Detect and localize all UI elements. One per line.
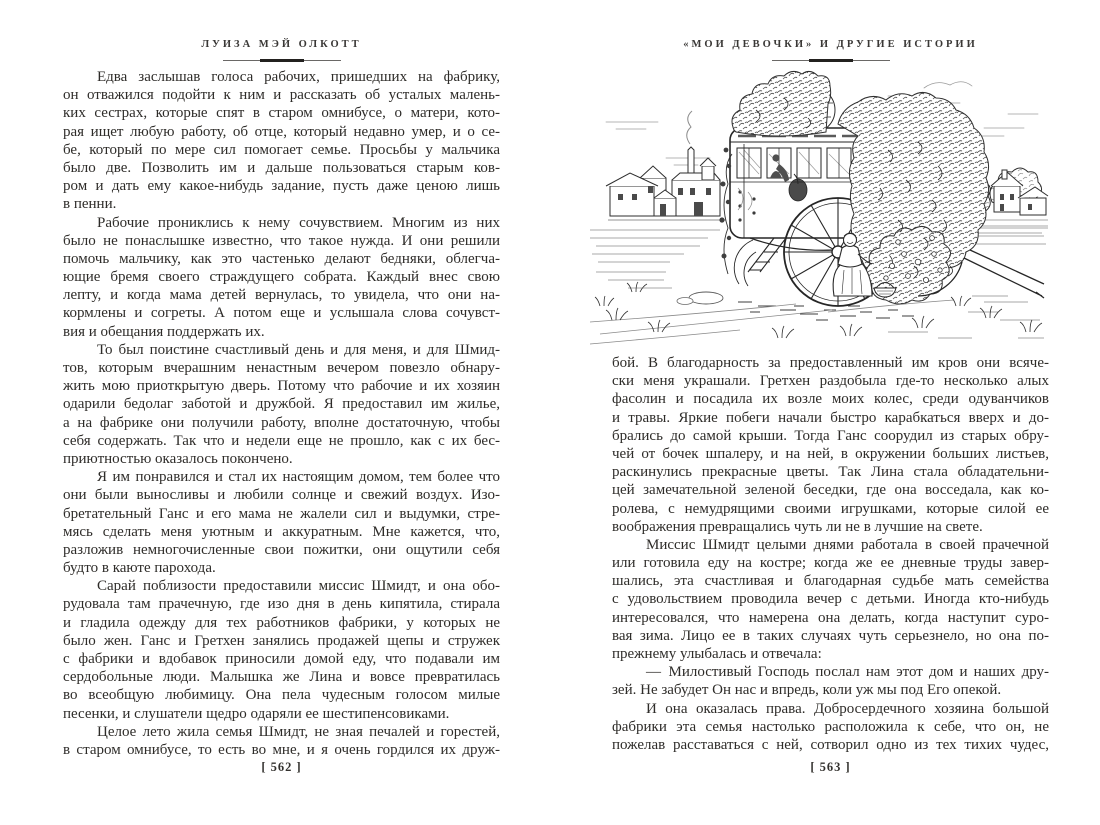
text-line: То был поистине счастливый день и для меня, и для Шмид- [97,341,500,358]
text-line: с удовольствием проводила вечер с детьми. Иногда кто-нибудь [612,591,1049,608]
text-line: кормлены и согреты. А потом еще и услышала слова сочувст- [63,305,500,322]
text-line: Целое лето жила семья Шмидт, не зная печалей и горестей, [97,723,500,740]
right-page [612,0,1049,825]
text-line: воображения превращались чуть ли не в лучшие на свете. [612,518,983,535]
text-line: ски меня украшали. Гретхен раздобыла где-то несколько алых [612,373,1049,390]
header-rule [772,60,890,61]
running-head-right: «МОИ ДЕВОЧКИ» И ДРУГИЕ ИСТОРИИ [683,39,978,50]
text-line: а на фабрике они получили работу, вполне достаточную, чтобы [63,414,500,431]
paragraph [63,468,500,577]
text-line: вая зима. Лицо ее в таких случаях чуть серьезнело, но она по- [612,627,1049,644]
text-line: ролева, с немудрящими своими игрушками, которые силой ее [612,500,1049,517]
text-line: тов, которым вчерашним ненастным вечером повезло обнару- [63,360,500,376]
text-line: — Милостивый Господь послал нам этот дом и наших дру- [646,664,1049,681]
body-text-right [612,354,1049,754]
text-line: в пенни. [63,196,117,213]
text-line: бой. В благодарность за предоставленный им кров они всяче- [612,355,1049,371]
page-number-left: [ 562 ] [261,760,302,774]
text-line: себя содержать. Так что и недели еще не прошло, как с их бес- [63,432,500,449]
header-rule [223,60,341,61]
text-line: Едва заслышав голоса рабочих, пришедших на фабрику, [97,69,500,85]
text-line: будто в каюте парохода. [63,560,216,577]
text-line: или готовила еду на костре; когда же ее дневные труды завер- [612,555,1049,572]
text-line: помочь мальчику, как это частенько делают бедняки, облегча- [63,250,500,267]
text-line: с фабрики и вдобавок приносили домой еду, что подавали им [63,651,500,667]
text-line: шались, эта счастливая и благодарная судьбе мать семейства [612,573,1049,590]
text-line: песенки, и слушатели щедро одаряли ее шестипенсовиками. [63,705,450,722]
text-line: одарили бедолаг заботой и дружбой. Я предоставил им жилье, [63,396,500,413]
text-line: пожелав расставаться с ней, сотворил одно из тех тихих чудес, [612,736,1049,753]
omnibus-engraving-illustration [588,70,1050,348]
text-line: ких сестрах, которые спят в старом омнибусе, о матери, кото- [63,105,500,122]
text-line: фасолин и посадила их возле моих колес, среди одуванчиков [612,391,1049,408]
page-number-right: [ 563 ] [810,760,851,774]
text-line: бретательный Ганс и его мама не жалели сил и выдумки, стре- [63,505,500,522]
text-line: фабрики эта семья настолько расположила к себе, что он, не [612,718,1049,735]
text-line: рая ищет любую работу, об отце, который недавно умер, и о се- [63,123,500,140]
text-line: рудовала там прачечную, где изо дня в день кипятила, стирала [63,596,500,613]
paragraph [63,723,500,759]
paragraph [63,341,500,468]
text-line: цей замечательной зеленой беседки, где она восседала, как ко- [612,482,1049,499]
text-line: приютностью оказалось покончено. [63,450,293,467]
text-line: Рабочие прониклись к нему сочувствием. Многим из них [97,214,500,231]
text-line: Сарай поблизости предоставили миссис Шмидт, и она обо- [97,578,500,595]
text-line: брались до самой крыши. Тогда Ганс соорудил из старых обру- [612,427,1049,444]
paragraph [63,214,500,341]
text-line: И она оказалась права. Добросердечного хозяина большой [646,700,1049,717]
text-line: было две. Позволить им и дальше пользоваться старым ков- [63,159,500,176]
text-line: он отважился подойти к ним и рассказать об усталых малень- [63,87,500,104]
text-line: мясь сделать меня уютным и аккуратным. Мне кажется, что, [63,523,500,540]
text-line: интересовался, что намерена она делать, когда наступит суро- [612,609,1049,626]
text-line: прежнему улыбалась и отвечала: [612,646,822,662]
text-line: чей от бочек шпалеру, и на ней, в окружении больших листьев, [612,445,1049,462]
text-line: разложив немногочисленные свои пожитки, они ощутили себя [63,541,500,558]
paragraph [63,68,500,214]
text-line: Я им понравился и стал их настоящим домом, тем более что [97,469,500,486]
body-text-left [63,68,500,759]
text-line: ющие бремя своего страждущего собрата. Каждый внес свою [63,269,500,286]
text-line: лепту, и когда мама детей вернулась, то увидела, что они на- [63,287,500,304]
text-line: ром и дать ему какое-нибудь задание, пусть даже ценою лишь [63,178,500,195]
paragraph [63,577,500,723]
left-page [63,0,500,825]
text-line: было не понаслышке известно, что такое нужда. И они решили [63,232,500,249]
text-line: жить мою приоткрытую дверь. Потому что рабочие и их хозяин [63,378,500,395]
paragraph [612,700,1049,755]
text-line: Миссис Шмидт целыми днями работала в своей прачечной [646,536,1049,553]
paragraph [612,663,1049,699]
paragraph [612,354,1049,536]
text-line: было жен. Ганс и Гретхен занялись продажей щепы и стружек [63,632,500,649]
text-line: зей. Не забудет Он нас и впредь, коли уж мы под Его опекой. [612,682,1002,699]
text-line: и травы. Яркие побеги начали быстро карабкаться вверх и до- [612,409,1049,426]
text-line: во всеобщую любимицу. Она пела чудесным голосом милые [63,687,500,704]
running-head-left: ЛУИЗА МЭЙ ОЛКОТТ [201,39,362,50]
text-line: сердобольные люди. Малышка же Лина и вовсе превратилась [63,669,500,686]
text-line: бе, который по мере сил помогает семье. Просьбы у мальчика [63,141,500,158]
paragraph [612,536,1049,663]
text-line: вия и обещания поддержать их. [63,323,265,340]
text-line: в старом омнибусе, то есть во мне, и я очень гордился их друж- [63,741,500,758]
text-line: раскинулись прекрасные цветы. Так Лина стала обладательни- [612,464,1049,481]
text-line: и гладила одежду для тех работников фабрики, у которых не [63,614,500,631]
text-line: они были выносливы и любили солнце и свежий воздух. Изо- [63,487,500,504]
